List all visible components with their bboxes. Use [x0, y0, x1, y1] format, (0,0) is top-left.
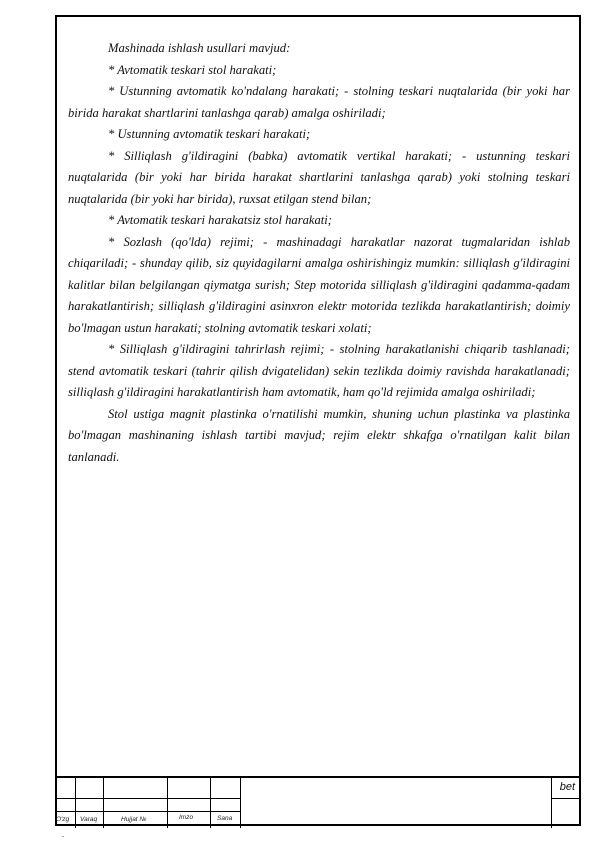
paragraph-9: Stol ustiga magnit plastinka o'rnatilishi mumkin, shuning uchun plastinka va plastinka bo'lmagan mashinaning ishlash tartibi mavjud; rejim elektr shkafga o'rnatilgan kalit bilan tanlanadi. — [68, 406, 570, 464]
stamp-label-document: Hujjat № — [121, 816, 147, 823]
paragraph-4: * Ustunning avtomatik teskari harakati; — [108, 127, 311, 141]
paragraph-1: Mashinada ishlash usullari mavjud: — [108, 41, 291, 55]
margin-mark: . — [62, 830, 64, 839]
stamp-label-change: O'zg — [56, 816, 70, 823]
paragraph-3: * Ustunning avtomatik ko'ndalang harakati; - stolning teskari nuqtalarida (bir yoki har birida harakat shartlarini tanlashga qarab) amalga oshiriladi; — [68, 84, 570, 120]
stamp-label-signature: Imzo — [179, 814, 194, 821]
stamp-divider — [240, 778, 241, 828]
paragraph-8: * Silliqlash g'ildiragini tahrirlash rejimi; - stolning harakatlanishi chiqarib tashlanadi; stend avtomatik teskari (tahrir qilish dvigatelidan) sekin tezlikda doimiy ravishda harakatlanadi; silliqlash g'ildiragini harakatlantirish ham avtomatik, ham qo'ld rejimida amalga oshiriladi; — [68, 342, 570, 399]
paragraph-7: * Sozlash (qo'lda) rejimi; - mashinadagi harakatlar nazorat tugmalaridan ishlab chiqariladi; - shunday qilib, siz quyidagilarni amalga oshirishingiz mumkin: silliqlash g'ildiragini kalitlar bilan belgilangan qiymatga surish; Step motorida silliqlash g'ildiragini qadamma-qadam harakatlantirish; silliqlash g'ildiragini asinxron elektr motorida tezlikda harakatlantirish; doimiy bo'lmagan ustun harakati; stolning avtomatik teskari xolati; — [68, 234, 570, 335]
stamp-divider — [551, 778, 552, 828]
stamp-divider — [167, 778, 168, 828]
stamp-divider — [210, 778, 211, 828]
title-block — [55, 776, 581, 828]
stamp-row-line — [55, 811, 240, 812]
paragraph-6: * Avtomatik teskari harakatsiz stol harakati; — [108, 213, 332, 227]
stamp-row-line — [551, 798, 581, 799]
document-body — [68, 38, 570, 468]
stamp-sheet-label: bet — [559, 781, 575, 793]
stamp-divider — [103, 778, 104, 828]
paragraph-5: * Silliqlash g'ildiragini (babka) avtomatik vertikal harakati; - ustunning teskari nuqtalarida (bir yoki har birida harakat shartlarini tanlashga qarab) yoki stolning teskari nuqtalarida (bir yoki har birida), ruxsat etilgan stend bilan; — [68, 148, 570, 206]
stamp-label-sheet: Varaq — [80, 816, 98, 823]
stamp-divider — [75, 778, 76, 828]
paragraph-2: * Avtomatik teskari stol harakati; — [108, 62, 277, 77]
stamp-label-date: Sana — [217, 815, 233, 822]
stamp-row-line — [55, 798, 240, 799]
